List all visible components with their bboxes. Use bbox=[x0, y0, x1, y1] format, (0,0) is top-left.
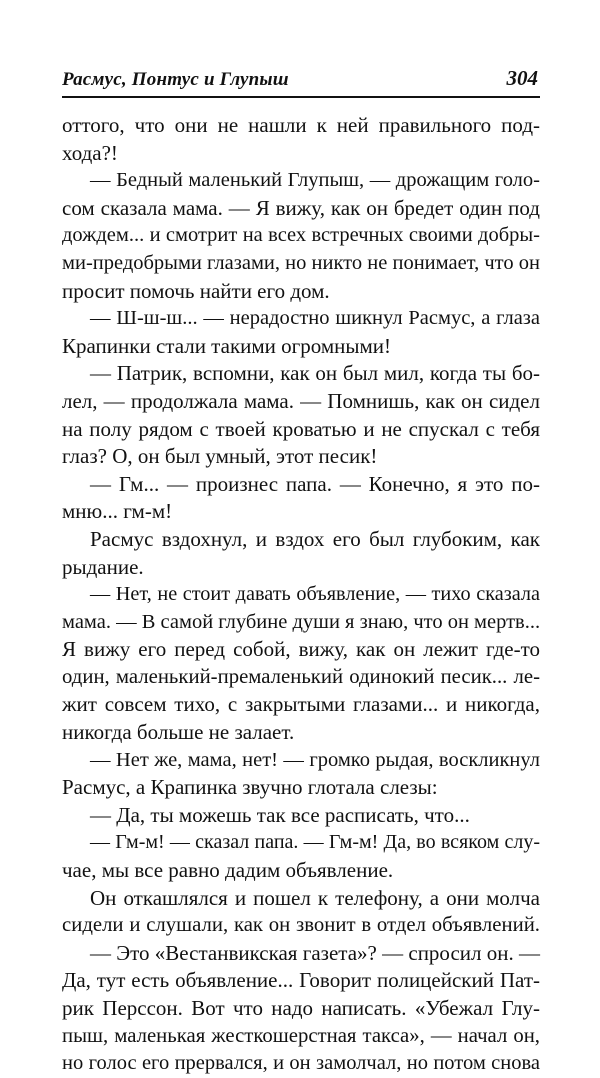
text-line: но голос его прервался, и он замолчал, но потом снова bbox=[62, 1052, 540, 1075]
page-number: 304 bbox=[506, 66, 538, 90]
text-line: — Гм... — произнес папа. — Конечно, я это по- bbox=[90, 471, 540, 496]
text-line: Он откашлялся и пошел к телефону, а они молча bbox=[90, 885, 540, 910]
text-line: — Бедный маленький Глупыш, — дрожащим голо- bbox=[90, 169, 540, 192]
text-line: сидели и слушали, как он звонит в отдел объявлений. bbox=[62, 914, 540, 937]
text-line: — Ш-ш-ш... — нерадостно шикнул Расмус, а глаза bbox=[90, 307, 540, 330]
text-line: жит совсем тихо, с закрытыми глазами... и никогда, bbox=[62, 692, 540, 717]
text-line: Расмус вздохнул, и вздох его был глубоким, как bbox=[90, 526, 540, 551]
text-line: Да, тут есть объявление... Говорит полицейский Пат- bbox=[62, 968, 540, 993]
text-line: — Да, ты можешь так все расписать, что... bbox=[90, 802, 470, 827]
text-line: просит помочь найти его дом. bbox=[62, 278, 330, 303]
text-line: мама. — В самой глубине души я знаю, что он мертв... bbox=[62, 610, 541, 633]
text-line: чае, мы все равно дадим объявление. bbox=[62, 858, 394, 883]
text-line: мню... гм-м! bbox=[62, 499, 173, 524]
text-line: один, маленький-премаленький одинокий песик... ле- bbox=[62, 665, 540, 688]
text-line: дождем... и смотрит на всех встречных своими добры- bbox=[62, 224, 540, 247]
text-line: Я вижу его перед собой, вижу, как он лежит где-то bbox=[62, 637, 540, 662]
text-line: — Патрик, вспомни, как он был мил, когда ты бо- bbox=[90, 361, 540, 386]
text-line: никогда больше не залает. bbox=[62, 720, 295, 745]
text-line: Крапинки стали такими огромными! bbox=[62, 333, 392, 358]
text-line: глаз? О, он был умный, этот песик! bbox=[62, 444, 378, 469]
text-line: на полу рядом с твоей кроватью и не спускал с тебя bbox=[62, 416, 540, 441]
text-line: — Это «Вестанвикская газета»? — спросил он. — bbox=[90, 940, 540, 965]
text-line: хода?! bbox=[62, 140, 118, 165]
text-line: — Нет же, мама, нет! — громко рыдая, воскликнул bbox=[90, 748, 540, 771]
text-line: рик Перссон. Вот что надо написать. «Убежал Глу- bbox=[62, 996, 540, 1020]
text-line: пыш, маленькая жесткошерстная такса», — начал он, bbox=[62, 1024, 540, 1047]
body-text bbox=[62, 112, 540, 1078]
text-line: рыдание. bbox=[62, 554, 144, 579]
text-line: Расмус, а Крапинка звучно глотала слезы: bbox=[62, 775, 438, 800]
text-line: оттого, что они не нашли к ней правильного под- bbox=[62, 113, 540, 137]
text-line: — Гм-м! — сказал папа. — Гм-м! Да, во всяком слу- bbox=[90, 831, 540, 854]
text-line: сом сказала мама. — Я вижу, как он бредет один под bbox=[62, 195, 540, 220]
text-line: — Нет, не стоит давать объявление, — тихо сказала bbox=[90, 583, 540, 606]
text-line: ми-предобрыми глазами, но никто не понимает, что он bbox=[62, 251, 540, 274]
running-title: Расмус, Понтус и Глупыш bbox=[62, 69, 289, 90]
text-line: лел, — продолжала мама. — Помнишь, как он сидел bbox=[62, 388, 540, 413]
page-header bbox=[62, 62, 540, 98]
